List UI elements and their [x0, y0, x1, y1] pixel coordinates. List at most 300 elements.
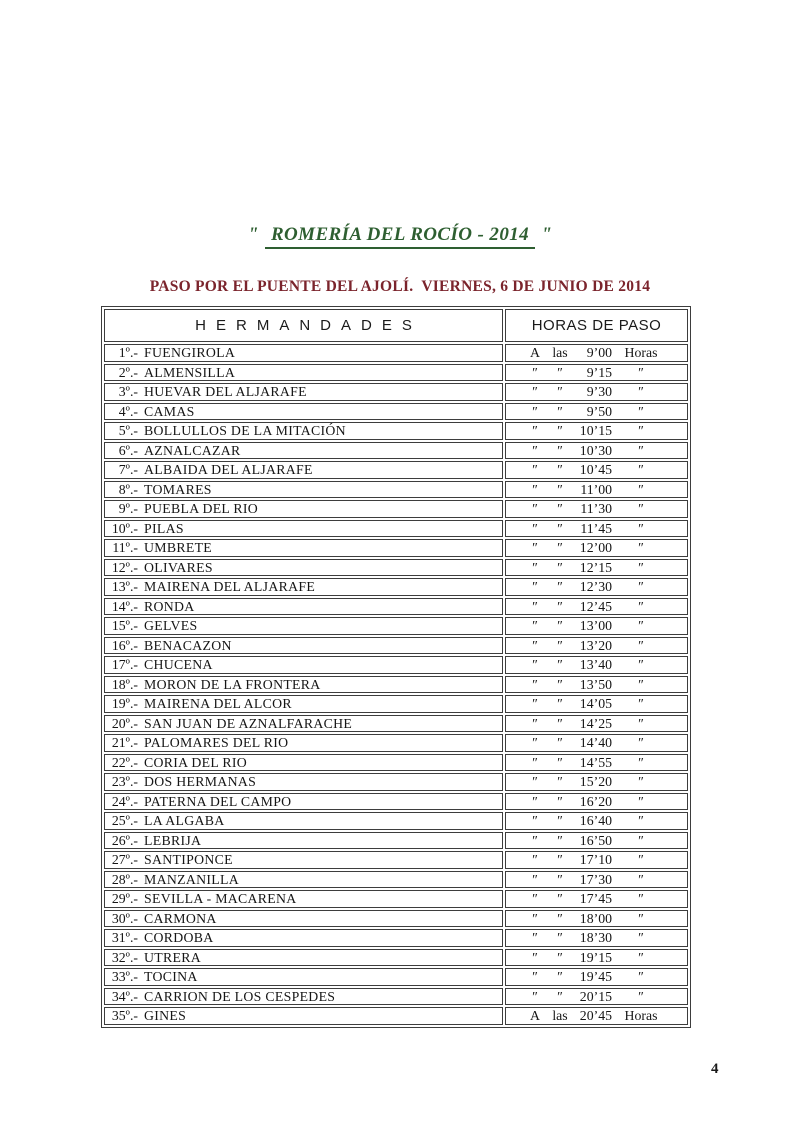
hours-cell — [505, 832, 688, 850]
hermandad-cell — [104, 773, 503, 791]
row-hermandad-name: CARRION DE LOS CESPEDES — [144, 988, 336, 1004]
hours-horas-mark: ″ — [638, 423, 644, 438]
hours-las-mark: ″ — [557, 657, 563, 672]
hours-time-value: 13’40 — [579, 657, 612, 672]
hours-cell — [505, 461, 688, 479]
table-row — [104, 559, 688, 577]
hours-cell — [505, 422, 688, 440]
row-ordinal: 24º.- — [111, 793, 138, 809]
hours-time-value: 11’00 — [580, 481, 612, 497]
hours-horas-mark: ″ — [638, 442, 644, 458]
hermandad-cell — [104, 364, 503, 382]
hours-horas-mark: ″ — [638, 852, 644, 867]
table-row — [104, 461, 688, 479]
hours-horas-mark: ″ — [638, 871, 644, 887]
hours-las-mark: ″ — [557, 481, 563, 497]
hours-horas-mark: ″ — [638, 813, 644, 828]
title-text: ROMERÍA DEL ROCÍO - 2014 — [265, 224, 535, 249]
hours-cell — [505, 481, 688, 499]
hours-a-mark: ″ — [532, 715, 538, 731]
row-hermandad-name: PUEBLA DEL RIO — [144, 501, 259, 516]
hours-las-mark: ″ — [557, 364, 563, 380]
hours-a-mark: ″ — [532, 793, 538, 809]
hours-las-mark: ″ — [557, 793, 563, 809]
hours-cell — [505, 598, 688, 616]
table-row — [104, 851, 688, 869]
hours-time-value: 17’30 — [579, 871, 612, 887]
hours-cell — [505, 929, 688, 947]
page-title — [0, 224, 800, 246]
hours-horas-mark: ″ — [638, 501, 644, 516]
row-hermandad-name: CORIA DEL RIO — [144, 754, 248, 770]
hours-cell — [505, 617, 688, 635]
hours-a-mark: ″ — [532, 423, 538, 438]
table-row — [104, 929, 688, 947]
hours-las-mark: ″ — [557, 540, 563, 555]
hours-a-mark: ″ — [532, 384, 538, 399]
row-ordinal: 25º.- — [111, 813, 138, 828]
hours-cell — [505, 403, 688, 421]
hours-time-value: 13’00 — [579, 618, 612, 633]
table-row — [104, 637, 688, 655]
hours-cell — [505, 676, 688, 694]
hours-horas-mark: ″ — [638, 735, 644, 750]
table-row — [104, 500, 688, 518]
row-hermandad-name: SANTIPONCE — [144, 852, 233, 867]
hermandad-cell — [104, 890, 503, 908]
hours-a-mark: ″ — [532, 813, 538, 828]
hours-horas-mark: ″ — [638, 910, 644, 926]
hours-horas-mark: ″ — [638, 774, 644, 789]
hours-horas-mark: ″ — [638, 793, 644, 809]
hours-a-mark: A — [530, 345, 540, 360]
row-ordinal: 19º.- — [111, 696, 138, 711]
row-ordinal: 8º.- — [118, 481, 138, 497]
table-row — [104, 949, 688, 967]
hours-time-value: 10’30 — [579, 442, 612, 458]
schedule-table-frame — [101, 306, 691, 1028]
hours-las-mark: ″ — [557, 813, 563, 828]
hours-time-value: 9’15 — [586, 364, 612, 380]
hermandad-cell — [104, 344, 503, 362]
hermandad-cell — [104, 422, 503, 440]
hours-las-mark: ″ — [557, 949, 563, 965]
hours-las-mark: las — [552, 1008, 568, 1023]
row-hermandad-name: TOCINA — [144, 969, 198, 984]
hours-horas-mark: Horas — [624, 345, 658, 360]
table-row — [104, 383, 688, 401]
hours-cell — [505, 559, 688, 577]
row-hermandad-name: CARMONA — [144, 910, 217, 926]
hours-horas-mark: ″ — [638, 579, 644, 594]
hours-las-mark: ″ — [557, 871, 563, 887]
hours-horas-mark: ″ — [638, 520, 644, 536]
row-ordinal: 7º.- — [118, 462, 138, 477]
hours-time-value: 14’40 — [579, 735, 612, 750]
hours-a-mark: ″ — [532, 442, 538, 458]
hours-las-mark: ″ — [557, 618, 563, 633]
hermandad-cell — [104, 559, 503, 577]
hours-cell — [505, 773, 688, 791]
row-hermandad-name: ALMENSILLA — [144, 364, 236, 380]
hermandad-cell — [104, 832, 503, 850]
hours-cell — [505, 383, 688, 401]
hours-a-mark: ″ — [532, 774, 538, 789]
table-row — [104, 442, 688, 460]
table-row — [104, 656, 688, 674]
hours-cell — [505, 715, 688, 733]
hours-a-mark: A — [530, 1008, 540, 1023]
hours-horas-mark: ″ — [638, 657, 644, 672]
row-ordinal: 34º.- — [111, 988, 138, 1004]
row-hermandad-name: BENACAZON — [144, 637, 232, 653]
hours-horas-mark: ″ — [638, 832, 644, 848]
row-hermandad-name: RONDA — [144, 598, 195, 614]
hours-time-value: 9’50 — [586, 403, 612, 419]
table-row — [104, 403, 688, 421]
row-hermandad-name: UTRERA — [144, 949, 201, 965]
page-number: 4 — [711, 1061, 719, 1077]
hours-las-mark: ″ — [557, 676, 563, 692]
row-ordinal: 3º.- — [118, 384, 138, 399]
hours-las-mark: ″ — [557, 910, 563, 926]
hours-time-value: 16’20 — [579, 793, 612, 809]
row-ordinal: 15º.- — [111, 618, 138, 633]
row-ordinal: 33º.- — [111, 969, 138, 984]
hermandad-cell — [104, 929, 503, 947]
hours-cell — [505, 988, 688, 1006]
row-ordinal: 27º.- — [111, 852, 138, 867]
row-hermandad-name: MANZANILLA — [144, 871, 239, 887]
row-ordinal: 9º.- — [118, 501, 138, 516]
hours-horas-mark: ″ — [638, 754, 644, 770]
table-header-row — [104, 309, 688, 342]
table-row — [104, 832, 688, 850]
hours-horas-mark: ″ — [638, 481, 644, 497]
hours-cell — [505, 754, 688, 772]
hours-cell — [505, 442, 688, 460]
hours-time-value: 18’30 — [579, 930, 612, 945]
row-hermandad-name: CAMAS — [144, 403, 195, 419]
table-row — [104, 890, 688, 908]
hours-horas-mark: Horas — [624, 1008, 658, 1023]
hours-a-mark: ″ — [532, 696, 538, 711]
table-row — [104, 754, 688, 772]
hermandad-cell — [104, 617, 503, 635]
hours-las-mark: ″ — [557, 559, 563, 575]
table-row — [104, 598, 688, 616]
hours-a-mark: ″ — [532, 852, 538, 867]
hours-horas-mark: ″ — [638, 559, 644, 575]
table-row — [104, 871, 688, 889]
hours-las-mark: ″ — [557, 598, 563, 614]
hermandad-cell — [104, 656, 503, 674]
hours-a-mark: ″ — [532, 481, 538, 497]
hermandad-cell — [104, 403, 503, 421]
hours-time-value: 19’15 — [579, 949, 612, 965]
row-ordinal: 21º.- — [111, 735, 138, 750]
hours-horas-mark: ″ — [638, 462, 644, 477]
hours-las-mark: ″ — [557, 384, 563, 399]
table-row — [104, 676, 688, 694]
hours-horas-mark: ″ — [638, 618, 644, 633]
hours-las-mark: ″ — [557, 501, 563, 516]
hours-horas-mark: ″ — [638, 637, 644, 653]
hours-a-mark: ″ — [532, 462, 538, 477]
row-hermandad-name: SEVILLA - MACARENA — [144, 891, 297, 906]
hours-las-mark: ″ — [557, 403, 563, 419]
hours-horas-mark: ″ — [638, 988, 644, 1004]
hours-cell — [505, 578, 688, 596]
hermandad-cell — [104, 910, 503, 928]
row-ordinal: 11º.- — [112, 540, 138, 555]
hours-time-value: 9’30 — [586, 384, 612, 399]
hours-cell — [505, 890, 688, 908]
row-ordinal: 31º.- — [111, 930, 138, 945]
hours-horas-mark: ″ — [638, 696, 644, 711]
hours-horas-mark: ″ — [638, 676, 644, 692]
hours-time-value: 12’15 — [579, 559, 612, 575]
hermandad-cell — [104, 871, 503, 889]
hours-las-mark: ″ — [557, 852, 563, 867]
table-row — [104, 734, 688, 752]
row-hermandad-name: PATERNA DEL CAMPO — [144, 793, 292, 809]
hours-cell — [505, 695, 688, 713]
hours-cell — [505, 851, 688, 869]
row-ordinal: 13º.- — [111, 579, 138, 594]
hours-las-mark: ″ — [557, 442, 563, 458]
hours-cell — [505, 812, 688, 830]
hermandad-cell — [104, 637, 503, 655]
hours-a-mark: ″ — [532, 891, 538, 906]
hours-time-value: 11’45 — [580, 520, 612, 536]
row-ordinal: 16º.- — [111, 637, 138, 653]
table-row — [104, 910, 688, 928]
hours-time-value: 12’00 — [579, 540, 612, 555]
row-hermandad-name: DOS HERMANAS — [144, 774, 257, 789]
hours-time-value: 17’45 — [579, 891, 612, 906]
hermandad-cell — [104, 851, 503, 869]
hours-cell — [505, 520, 688, 538]
row-ordinal: 35º.- — [111, 1008, 138, 1023]
hours-cell — [505, 637, 688, 655]
column-header-horas-de-paso: HORAS DE PASO — [505, 309, 688, 342]
hours-horas-mark: ″ — [638, 930, 644, 945]
hours-time-value: 14’05 — [579, 696, 612, 711]
hours-cell — [505, 910, 688, 928]
table-row — [104, 481, 688, 499]
row-hermandad-name: MAIRENA DEL ALCOR — [144, 696, 292, 711]
hours-las-mark: ″ — [557, 696, 563, 711]
hermandad-cell — [104, 734, 503, 752]
hours-cell — [505, 734, 688, 752]
hours-time-value: 17’10 — [579, 852, 612, 867]
hours-a-mark: ″ — [532, 735, 538, 750]
row-ordinal: 6º.- — [118, 442, 138, 458]
row-hermandad-name: CHUCENA — [144, 657, 213, 672]
row-ordinal: 14º.- — [111, 598, 138, 614]
hours-a-mark: ″ — [532, 930, 538, 945]
row-hermandad-name: SAN JUAN DE AZNALFARACHE — [144, 715, 353, 731]
hermandad-cell — [104, 383, 503, 401]
hours-a-mark: ″ — [532, 657, 538, 672]
hermandad-cell — [104, 500, 503, 518]
hours-las-mark: ″ — [557, 715, 563, 731]
row-ordinal: 2º.- — [118, 364, 138, 380]
hours-time-value: 16’40 — [579, 813, 612, 828]
hours-a-mark: ″ — [532, 637, 538, 653]
hours-cell — [505, 364, 688, 382]
hours-a-mark: ″ — [532, 988, 538, 1004]
hours-las-mark: ″ — [557, 520, 563, 536]
table-row — [104, 539, 688, 557]
hours-las-mark: ″ — [557, 754, 563, 770]
hermandad-cell — [104, 988, 503, 1006]
hermandad-cell — [104, 1007, 503, 1025]
hours-a-mark: ″ — [532, 364, 538, 380]
hours-las-mark: ″ — [557, 637, 563, 653]
title-close-quote: " — [541, 224, 553, 245]
hours-time-value: 10’15 — [579, 423, 612, 438]
hours-las-mark: ″ — [557, 735, 563, 750]
column-header-hermandades: HERMANDADES — [104, 309, 503, 342]
hermandad-cell — [104, 520, 503, 538]
table-row — [104, 364, 688, 382]
table-row — [104, 715, 688, 733]
row-ordinal: 32º.- — [111, 949, 138, 965]
row-hermandad-name: MAIRENA DEL ALJARAFE — [144, 579, 316, 594]
row-hermandad-name: PALOMARES DEL RIO — [144, 735, 289, 750]
row-ordinal: 30º.- — [111, 910, 138, 926]
hours-a-mark: ″ — [532, 559, 538, 575]
hermandad-cell — [104, 578, 503, 596]
row-ordinal: 5º.- — [118, 423, 138, 438]
hermandad-cell — [104, 949, 503, 967]
row-hermandad-name: ALBAIDA DEL ALJARAFE — [144, 462, 313, 477]
row-hermandad-name: TOMARES — [144, 481, 212, 497]
table-row — [104, 617, 688, 635]
hours-horas-mark: ″ — [638, 403, 644, 419]
hours-time-value: 14’25 — [579, 715, 612, 731]
row-hermandad-name: AZNALCAZAR — [144, 442, 241, 458]
hours-a-mark: ″ — [532, 949, 538, 965]
table-body — [104, 344, 688, 1025]
hermandad-cell — [104, 695, 503, 713]
row-hermandad-name: BOLLULLOS DE LA MITACIÓN — [144, 423, 346, 438]
hermandad-cell — [104, 793, 503, 811]
hours-cell — [505, 656, 688, 674]
hours-horas-mark: ″ — [638, 384, 644, 399]
hours-las-mark: ″ — [557, 832, 563, 848]
hours-time-value: 19’45 — [579, 969, 612, 984]
hours-time-value: 9’00 — [586, 345, 612, 360]
row-hermandad-name: CORDOBA — [144, 930, 214, 945]
table-row — [104, 520, 688, 538]
hours-time-value: 20’15 — [579, 988, 612, 1004]
table-row — [104, 422, 688, 440]
hours-las-mark: ″ — [557, 462, 563, 477]
table-row — [104, 812, 688, 830]
row-hermandad-name: HUEVAR DEL ALJARAFE — [144, 384, 307, 399]
hours-a-mark: ″ — [532, 754, 538, 770]
hours-cell — [505, 500, 688, 518]
hours-a-mark: ″ — [532, 832, 538, 848]
hours-horas-mark: ″ — [638, 540, 644, 555]
hours-horas-mark: ″ — [638, 364, 644, 380]
hours-time-value: 14’55 — [579, 754, 612, 770]
hermandad-cell — [104, 715, 503, 733]
hermandad-cell — [104, 598, 503, 616]
row-hermandad-name: LA ALGABA — [144, 813, 225, 828]
hours-time-value: 11’30 — [580, 501, 612, 516]
hermandad-cell — [104, 539, 503, 557]
row-ordinal: 22º.- — [111, 754, 138, 770]
hermandad-cell — [104, 968, 503, 986]
row-ordinal: 10º.- — [111, 520, 138, 536]
hours-a-mark: ″ — [532, 598, 538, 614]
row-hermandad-name: GELVES — [144, 618, 198, 633]
hours-cell — [505, 968, 688, 986]
row-ordinal: 4º.- — [118, 403, 138, 419]
hours-a-mark: ″ — [532, 910, 538, 926]
hours-las-mark: ″ — [557, 988, 563, 1004]
row-ordinal: 18º.- — [111, 676, 138, 692]
table-row — [104, 988, 688, 1006]
row-hermandad-name: MORON DE LA FRONTERA — [144, 676, 321, 692]
hours-cell — [505, 539, 688, 557]
hermandad-cell — [104, 461, 503, 479]
table-row — [104, 1007, 688, 1025]
table-row — [104, 773, 688, 791]
hours-a-mark: ″ — [532, 520, 538, 536]
hours-time-value: 16’50 — [579, 832, 612, 848]
row-hermandad-name: OLIVARES — [144, 559, 213, 575]
hours-las-mark: ″ — [557, 774, 563, 789]
hours-las-mark: ″ — [557, 969, 563, 984]
hours-a-mark: ″ — [532, 871, 538, 887]
hours-time-value: 20’45 — [579, 1008, 612, 1023]
hours-a-mark: ″ — [532, 501, 538, 516]
hours-cell — [505, 793, 688, 811]
hours-time-value: 13’20 — [579, 637, 612, 653]
row-ordinal: 1º.- — [118, 345, 138, 360]
hours-las-mark: ″ — [557, 423, 563, 438]
hermandad-cell — [104, 676, 503, 694]
hermandad-cell — [104, 481, 503, 499]
hours-las-mark: ″ — [557, 579, 563, 594]
schedule-table — [102, 307, 690, 1027]
hours-time-value: 15’20 — [579, 774, 612, 789]
hours-time-value: 13’50 — [579, 676, 612, 692]
hours-cell — [505, 949, 688, 967]
table-row — [104, 695, 688, 713]
hours-a-mark: ″ — [532, 676, 538, 692]
table-row — [104, 578, 688, 596]
hours-a-mark: ″ — [532, 579, 538, 594]
hours-las-mark: ″ — [557, 891, 563, 906]
row-ordinal: 26º.- — [111, 832, 138, 848]
hours-cell — [505, 1007, 688, 1025]
hours-time-value: 10’45 — [579, 462, 612, 477]
hours-time-value: 12’45 — [579, 598, 612, 614]
hours-time-value: 18’00 — [579, 910, 612, 926]
row-ordinal: 28º.- — [111, 871, 138, 887]
hours-a-mark: ″ — [532, 618, 538, 633]
hours-a-mark: ″ — [532, 403, 538, 419]
row-ordinal: 23º.- — [111, 774, 138, 789]
table-row — [104, 968, 688, 986]
row-ordinal: 12º.- — [111, 559, 138, 575]
